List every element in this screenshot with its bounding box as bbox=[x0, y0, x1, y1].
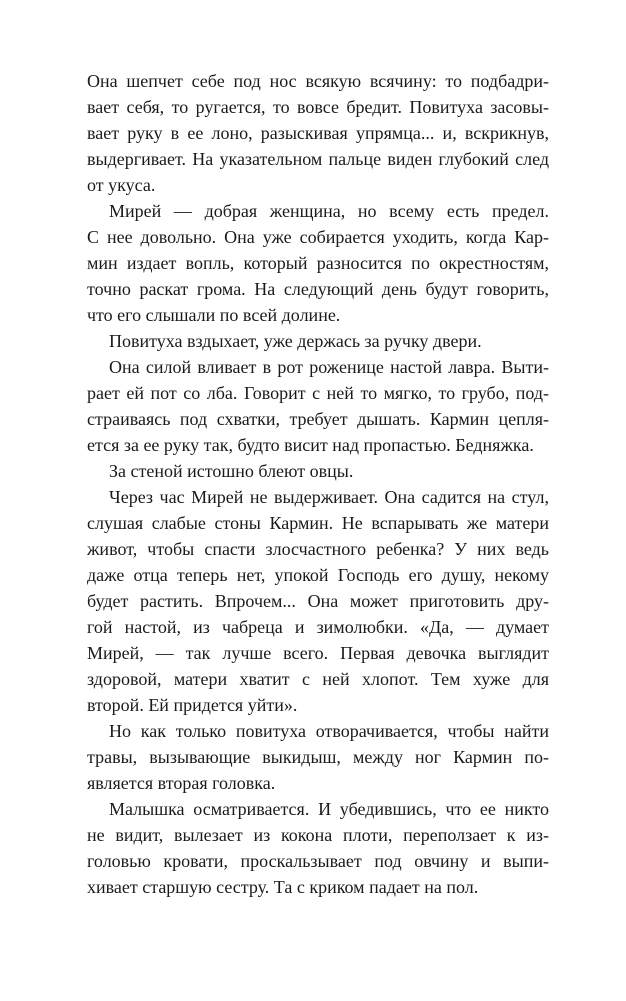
text-line: живот, чтобы спасти злосчастного ребенка? У них ведь bbox=[87, 539, 549, 559]
text-line: второй. Ей придется уйти». bbox=[87, 695, 298, 715]
text-line: рает ей пот со лба. Говорит с ней то мягко, то грубо, под- bbox=[87, 383, 549, 403]
book-page bbox=[87, 68, 549, 900]
paragraph bbox=[87, 68, 549, 198]
paragraph bbox=[87, 354, 549, 458]
text-line: вает себя, то ругается, то вовсе бредит. Повитуха засовы- bbox=[87, 97, 549, 117]
text-line: даже отца теперь нет, упокой Господь его душу, некому bbox=[87, 565, 549, 585]
text-line: гой настой, из чабреца и зимолюбки. «Да, — думает bbox=[87, 617, 549, 637]
paragraph bbox=[87, 458, 549, 484]
text-line: Она силой вливает в рот роженице настой лавра. Выти- bbox=[109, 357, 549, 377]
paragraph bbox=[87, 718, 549, 796]
text-line: Малышка осматривается. И убедившись, что ее никто bbox=[109, 799, 549, 819]
page-text bbox=[87, 68, 549, 900]
text-line: что его слышали по всей долине. bbox=[87, 305, 341, 325]
text-line: от укуса. bbox=[87, 175, 156, 195]
text-line: травы, вызывающие выкидыш, между ног Кармин по- bbox=[87, 747, 549, 767]
text-line: Она шепчет себе под нос всякую всячину: то подбадри- bbox=[87, 71, 549, 91]
text-line: не видит, вылезает из кокона плоти, переползает к из- bbox=[87, 825, 549, 845]
text-line: будет растить. Впрочем... Она может приготовить дру- bbox=[87, 591, 549, 611]
text-line: является вторая головка. bbox=[87, 773, 276, 793]
text-line: Но как только повитуха отворачивается, чтобы найти bbox=[109, 721, 549, 741]
paragraph bbox=[87, 796, 549, 900]
text-line: ется за ее руку так, будто висит над пропастью. Бедняжка. bbox=[87, 435, 534, 455]
text-line: Мирей, — так лучше всего. Первая девочка выглядит bbox=[87, 643, 549, 663]
text-line: Мирей — добрая женщина, но всему есть предел. bbox=[109, 201, 549, 221]
text-line: здоровой, матери хватит с ней хлопот. Тем хуже для bbox=[87, 669, 549, 689]
text-line: хивает старшую сестру. Та с криком падает на пол. bbox=[87, 877, 479, 897]
paragraph bbox=[87, 328, 549, 354]
text-line: С нее довольно. Она уже собирается уходить, когда Кар- bbox=[87, 227, 549, 247]
text-line: слушая слабые стоны Кармин. Не вспарывать же матери bbox=[87, 513, 549, 533]
text-line: точно раскат грома. На следующий день будут говорить, bbox=[87, 279, 549, 299]
text-line: головью кровати, проскальзывает под овчину и выпи- bbox=[87, 851, 549, 871]
text-line: Через час Мирей не выдерживает. Она садится на стул, bbox=[109, 487, 549, 507]
paragraph bbox=[87, 484, 549, 718]
paragraph bbox=[87, 198, 549, 328]
text-line: За стеной истошно блеют овцы. bbox=[109, 461, 354, 481]
text-line: мин издает вопль, который разносится по окрестностям, bbox=[87, 253, 549, 273]
text-line: Повитуха вздыхает, уже держась за ручку двери. bbox=[109, 331, 482, 351]
text-line: страиваясь под схватки, требует дышать. Кармин цепля- bbox=[87, 409, 549, 429]
text-line: вает руку в ее лоно, разыскивая упрямца... и, вскрикнув, bbox=[87, 123, 549, 143]
text-line: выдергивает. На указательном пальце виден глубокий след bbox=[87, 149, 549, 169]
